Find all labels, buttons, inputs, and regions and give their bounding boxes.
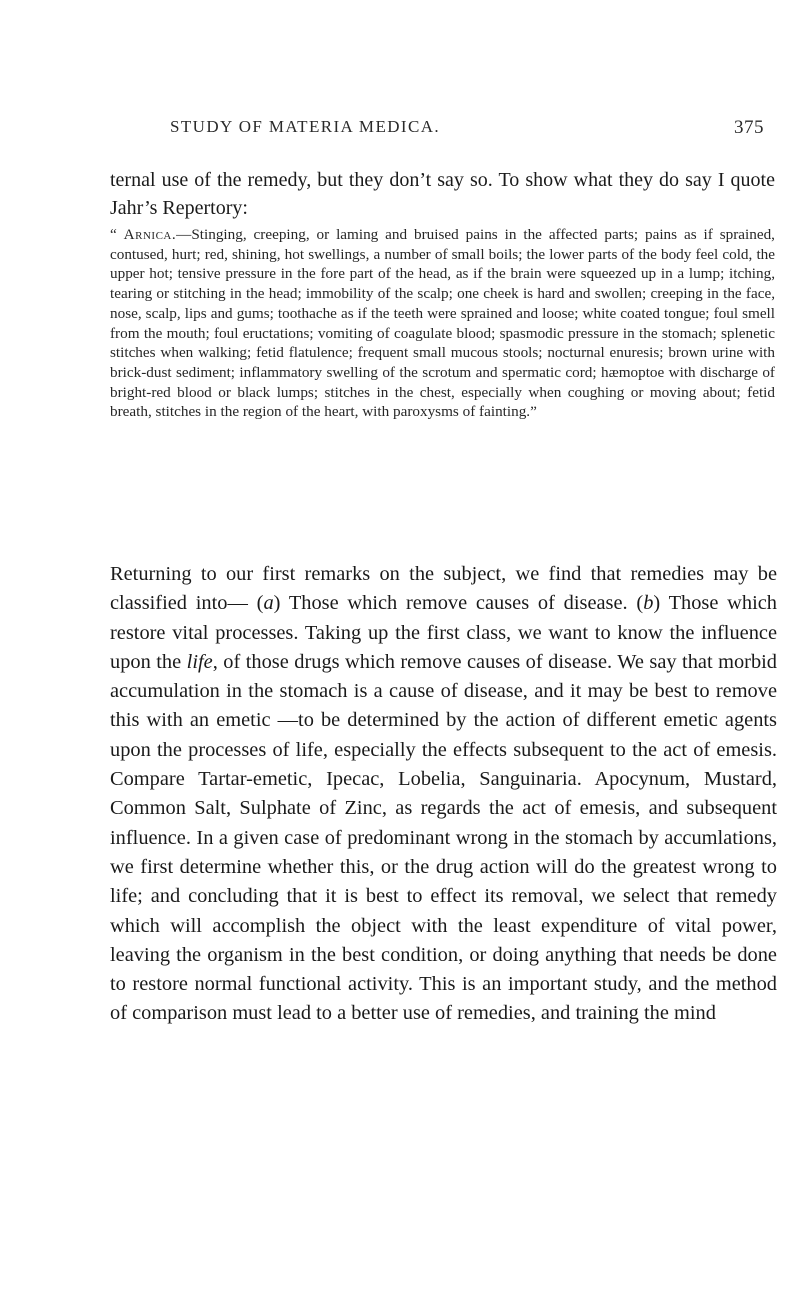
intro-paragraph: ternal use of the remedy, but they don’t say so. To show what they do say I quote Jahr’s Repertory: (110, 169, 775, 219)
quote-open-mark: “ (110, 226, 124, 243)
main-text-part-3: ) Those which restore vital processes. Taking up the first class, we want to know the influence upon the (110, 592, 778, 673)
quote-text: —Stinging, creeping, or laming and bruised pains in the affected parts; pains as if sprained, contused, hurt; red, shining, hot swellings, a number of small boils; the lower parts of the body feel cold, the upper hot; tensive pressure in the fore part of the head, as if the brain were squeezed up in a lump; itching, tearing or stitching in the head; immobility of the scalp; one cheek is hard and swollen; creeping in the face, nose, scalp, lips and gums; toothache as if the teeth were sprained and loose; white coated tongue; foul smell from the mouth; foul eructations; vomiting of coagulate blood; spasmodic pressure in the stomach; splenetic stitches when walking; fetid flatulence; frequent small mucous stools; nocturnal enuresis; brown urine with brick-dust sediment; inflammatory swelling of the scrotum and spermatic cord; hæmoptoe with discharge of bright-red blood or black lumps; stitches in the chest, especially when coughing or moving about; fetid breath, stitches in the region of the heart, with paroxysms of fainting.” (110, 226, 775, 421)
italic-a: a (263, 592, 274, 615)
main-text-part-1: Returning to our first remarks on the subject, we find that remedies may be classified into— ( (110, 563, 777, 615)
running-header (170, 117, 770, 147)
page-number: 375 (734, 117, 764, 138)
italic-b: b (643, 592, 654, 615)
main-paragraph (110, 560, 777, 1029)
repertory-quote (110, 225, 775, 422)
italic-life: life (186, 650, 213, 673)
main-text-part-2: ) Those which remove causes of disease. ( (273, 592, 644, 615)
quote-heading: Arnica. (123, 226, 177, 243)
running-title: STUDY OF MATERIA MEDICA. (170, 117, 441, 136)
main-text-part-4: , of those drugs which remove causes of disease. We say that morbid accumulation in the stomach is a cause of disease, and it may be best to remove this with an emetic —to be determined by the action of different emetic agents upon the processes of life, especially the effects subsequent to the act of emesis. Compare Tartar-emetic, Ipecac, Lobelia, Sanguinaria. Apocynum, Mustard, Common Salt, Sulphate of Zinc, as regards the act of emesis, and subsequent influence. In a given case of predominant wrong in the stomach by accumlations, we first determine whether this, or the drug action will do the greatest wrong to life; and concluding that it is best to effect its removal, we select that remedy which will accomplish the object with the least expenditure of vital power, leaving the organism in the best condition, or doing anything that needs be done to restore normal functional activity. This is an important study, and the method of comparison must lead to a better use of remedies, and training the mind (110, 650, 777, 1025)
